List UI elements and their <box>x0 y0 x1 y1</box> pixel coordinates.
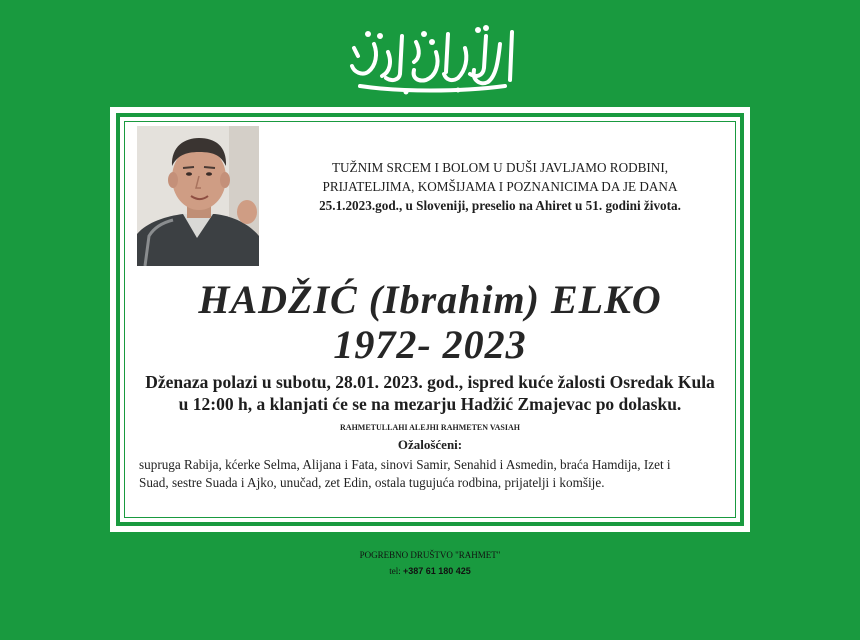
mourners-list: supruga Rabija, kćerke Selma, Alijana i Fata, sinovi Samir, Senahid i Asmedin, braća Hamdija, Izet i Suad, sestre Suada i Ajko, unučad, zet Edin, ostala tugujuća rodbina, prijatelji i komšije. <box>139 457 671 490</box>
funeral-line-2: u 12:00 h, a klanjati će se na mezarju Hadžić Zmajevac po dolasku. <box>178 394 682 414</box>
phone-label: tel: <box>389 566 403 576</box>
portrait-photo <box>137 126 259 266</box>
phone-number: +387 61 180 425 <box>402 566 471 576</box>
funeral-details <box>130 371 730 415</box>
announcement-line-1: TUŽNIM SRCEM I BOLOM U DUŠI JAVLJAMO RODBINI, <box>331 160 669 175</box>
announcement-line-2: PRIJATELJIMA, KOMŠIJAMA I POZNANICIMA DA JE DANA <box>322 179 678 194</box>
prayer-text: RAHMETULLAHI ALEJHI RAHMETEN VASIAH <box>340 423 520 432</box>
announcement-line-3: 25.1.2023.god., u Sloveniji, preselio na Ahiret u 51. godini života. <box>319 198 681 213</box>
arabic-calligraphy-icon <box>340 22 520 100</box>
deceased-name: HADŽIĆ (Ibrahim) ELKO <box>198 277 662 322</box>
death-announcement <box>270 158 730 215</box>
funeral-line-1: Dženaza polazi u subotu, 28.01. 2023. god., ispred kuće žalosti Osredak Kula <box>145 372 715 392</box>
mourners-title: Ožalošćeni: <box>397 437 463 452</box>
life-years: 1972- 2023 <box>333 322 527 367</box>
funeral-company-phone <box>0 566 860 576</box>
funeral-company-name: POGREBNO DRUŠTVO "RAHMET" <box>359 550 501 560</box>
obituary-card <box>110 107 750 532</box>
